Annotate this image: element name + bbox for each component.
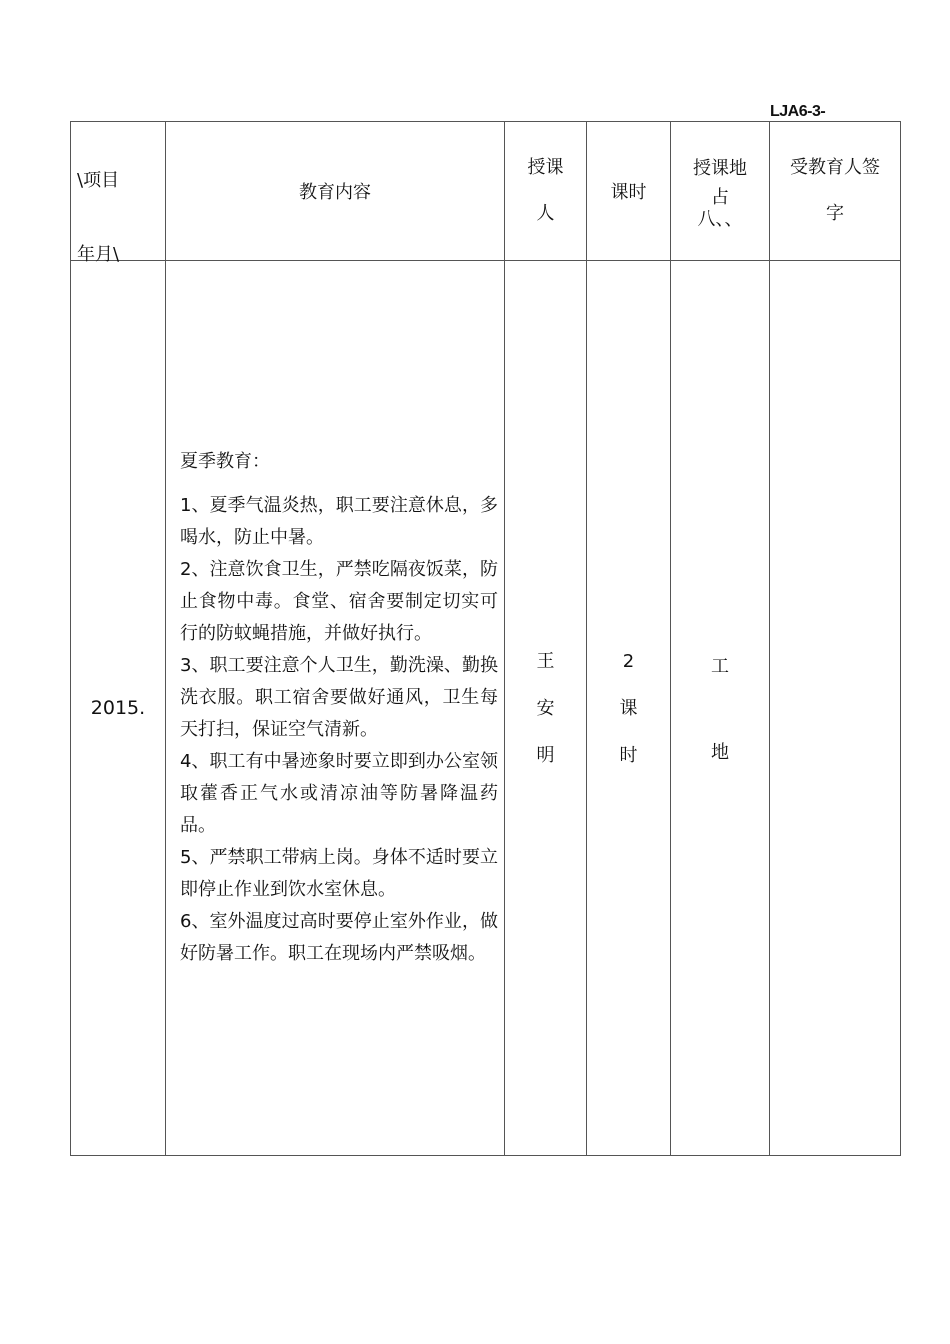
place-cell: 工 地	[671, 261, 770, 1156]
education-record-table	[70, 121, 901, 1156]
content-item: 3、职工要注意个人卫生，勤洗澡、勤换洗衣服。职工宿舍要做好通风，卫生每天打扫，保证空气清新。	[180, 655, 498, 740]
header-teacher: 授课 人	[505, 122, 587, 261]
content-item: 4、职工有中暑迹象时要立即到办公室领取藿香正气水或清凉油等防暑降温药品。	[180, 751, 498, 836]
content-cell	[166, 261, 505, 1156]
content-title: 夏季教育：	[180, 451, 270, 472]
table-header-row	[71, 122, 901, 261]
signature-cell	[770, 261, 901, 1156]
header-date-label: 年月\	[77, 244, 120, 265]
teacher-cell: 王 安 明	[505, 261, 587, 1156]
header-place: 授课地 占 八、、	[671, 122, 770, 261]
header-item-label: \项目	[77, 170, 120, 191]
document-number: LJA6-3-	[770, 103, 826, 120]
content-item: 1、夏季气温炎热，职工要注意休息，多喝水，防止中暑。	[180, 495, 498, 548]
header-hours: 课时	[587, 122, 671, 261]
content-item: 5、严禁职工带病上岗。身体不适时要立即停止作业到饮水室休息。	[180, 847, 498, 900]
header-content: 教育内容	[166, 122, 505, 261]
header-signature: 受教育人签 字	[770, 122, 901, 261]
content-item: 6、室外温度过高时要停止室外作业，做好防暑工作。职工在现场内严禁吸烟。	[180, 911, 498, 964]
hours-cell: 2 课 时	[587, 261, 671, 1156]
table-row	[71, 261, 901, 1156]
header-item-date-cell	[71, 122, 166, 265]
date-cell: 2015.	[71, 261, 166, 1156]
content-item: 2、注意饮食卫生，严禁吃隔夜饭菜，防止食物中毒。食堂、宿舍要制定切实可行的防蚊蝇措施，并做好执行。	[180, 559, 498, 644]
